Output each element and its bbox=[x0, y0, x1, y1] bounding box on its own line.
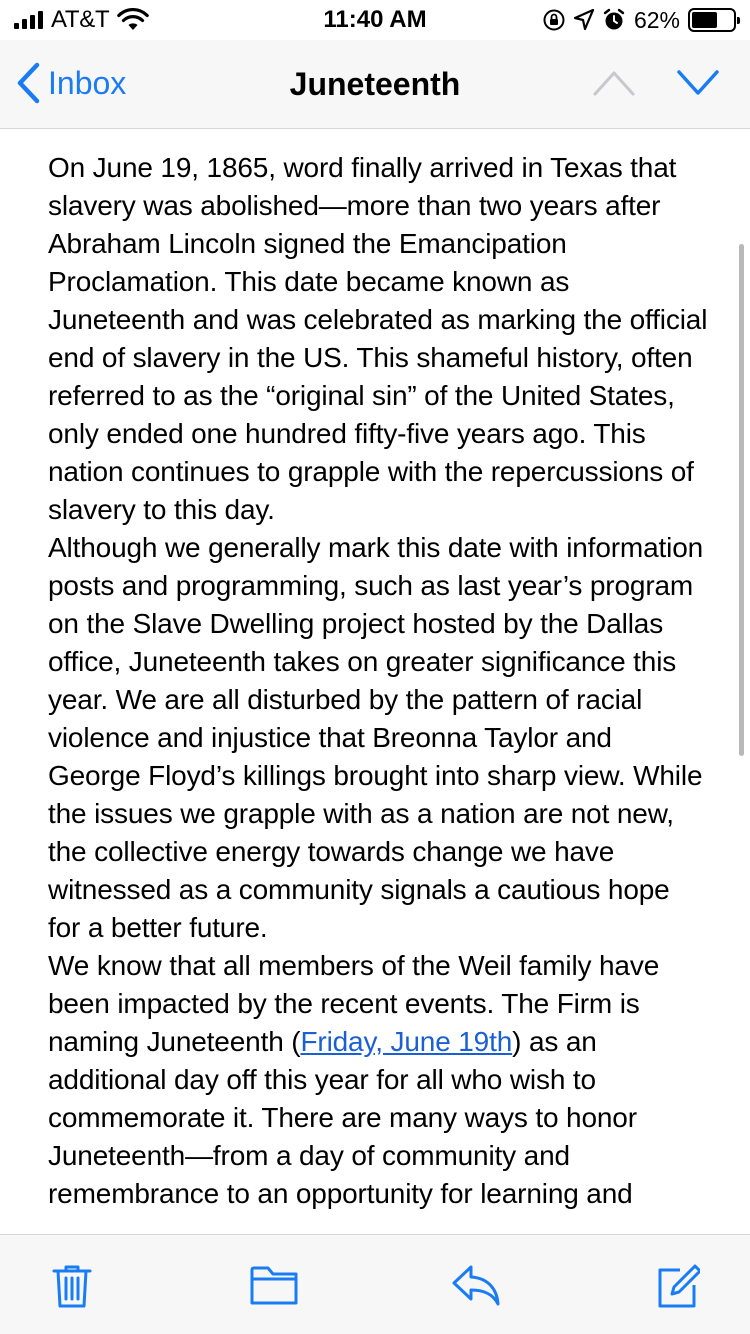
paragraph-2: Although we generally mark this date with information posts and programming, such as last year’s program on the Slave Dwelling project hosted by the Dallas office, Juneteenth takes on greater significance this year. We are all disturbed by the pattern of racial violence and injustice that Breonna Taylor and George Floyd’s killings brought into sharp view. While the issues we grapple with as a nation are not new, the collective energy towards change we have witnessed as a community signals a cautious hope for a better future. bbox=[48, 532, 704, 943]
move-to-folder-button[interactable] bbox=[249, 1263, 299, 1307]
status-right bbox=[542, 6, 736, 34]
battery-percent: 62% bbox=[633, 7, 680, 33]
chevron-down-icon bbox=[676, 68, 720, 98]
carrier-name: AT&T bbox=[51, 6, 110, 33]
navigation-bar bbox=[0, 40, 750, 129]
next-message-button[interactable] bbox=[676, 68, 720, 103]
bottom-toolbar bbox=[0, 1234, 750, 1334]
paragraph-3-start: We know that all members of the Weil family have been impacted by the recent events. The Firm is naming Juneteenth ( bbox=[48, 950, 660, 1057]
compose-button[interactable] bbox=[654, 1263, 700, 1309]
trash-icon bbox=[50, 1263, 94, 1309]
date-link[interactable]: Friday, June 19th bbox=[300, 1026, 513, 1057]
message-body[interactable] bbox=[48, 149, 708, 1233]
paragraph-3-end: ) as an additional day off this year for all who wish to commemorate it. There are many ways to honor Juneteenth—from a day of community and remembrance to an opportunity for learning and bbox=[48, 1026, 637, 1209]
chevron-up-icon bbox=[592, 68, 636, 98]
page-title: Juneteenth bbox=[289, 66, 461, 102]
scroll-indicator[interactable] bbox=[739, 244, 744, 756]
screen-rotation-lock-icon bbox=[542, 8, 566, 32]
folder-icon bbox=[249, 1263, 299, 1307]
battery-icon bbox=[688, 8, 736, 32]
paragraph-3 bbox=[48, 947, 708, 1213]
reply-icon bbox=[451, 1263, 501, 1307]
previous-message-button[interactable] bbox=[592, 68, 636, 103]
paragraph-1: On June 19, 1865, word finally arrived in Texas that slavery was abolished—more than two years after Abraham Lincoln signed the Emancipation Proclamation. This date became known as Juneteenth and was celebrated as marking the official end of slavery in the US. This shameful history, often referred to as the “original sin” of the United States, only ended one hundred fifty-five years ago. This nation continues to grapple with the repercussions of slavery to this day. bbox=[48, 152, 708, 525]
status-bar bbox=[0, 0, 750, 40]
message-text bbox=[48, 149, 708, 1213]
status-time: 11:40 AM bbox=[323, 6, 427, 33]
back-button-label: Inbox bbox=[48, 65, 127, 101]
alarm-icon bbox=[602, 8, 626, 32]
reply-button[interactable] bbox=[451, 1263, 501, 1307]
trash-button[interactable] bbox=[50, 1263, 94, 1309]
battery-fill bbox=[692, 12, 717, 28]
location-icon bbox=[574, 9, 594, 31]
compose-icon bbox=[654, 1263, 700, 1309]
